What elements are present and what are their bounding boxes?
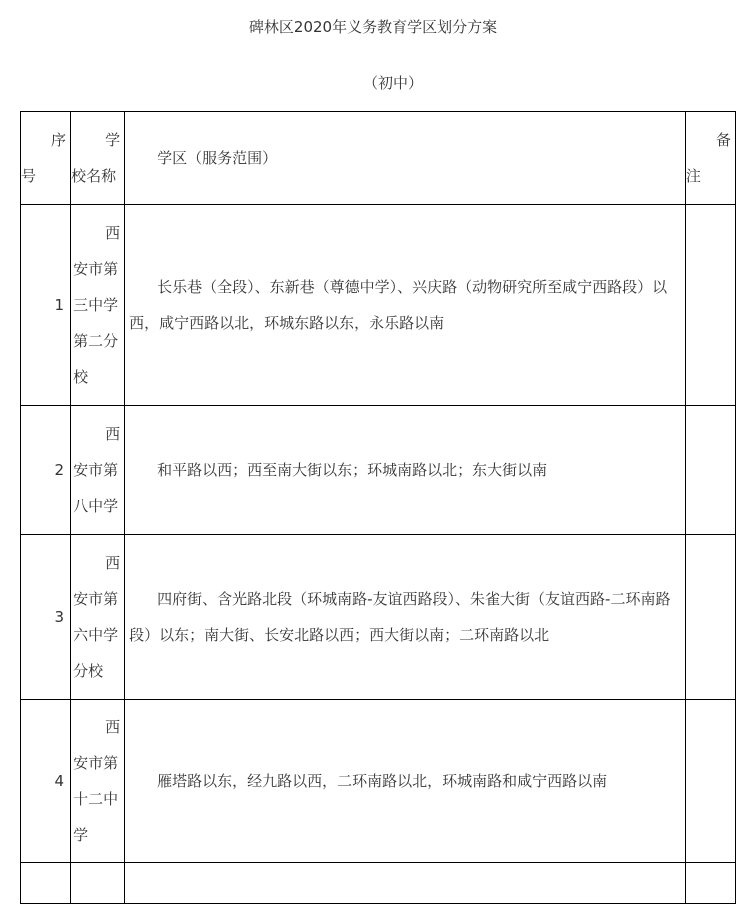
header-district: 学区（服务范围） (125, 112, 686, 205)
table-row (21, 535, 736, 700)
row-number: 1 (21, 205, 71, 406)
page-title: 碑林区2020年义务教育学区划分方案 (248, 18, 498, 36)
table-row (21, 406, 736, 535)
table-header-row (21, 112, 736, 205)
school-name: 西 安市第 十二中 学 (71, 700, 125, 863)
school-name: 西 安市第 六中学 分校 (71, 535, 125, 700)
row-number: 3 (21, 535, 71, 700)
school-name: 西 安市第 八中学 (71, 406, 125, 535)
row-note (685, 406, 735, 535)
page-subtitle: （初中） (362, 74, 423, 92)
table-row (21, 863, 736, 904)
row-note (685, 205, 735, 406)
row-note (685, 535, 735, 700)
school-name (71, 863, 125, 904)
table-row (21, 205, 736, 406)
row-number: 4 (21, 700, 71, 863)
header-school-name: 学 校名称 (71, 112, 125, 205)
table-row (21, 700, 736, 863)
district-scope: 雁塔路以东，经九路以西，二环南路以北，环城南路和咸宁西路以南 (125, 700, 686, 863)
row-number (21, 863, 71, 904)
district-scope: 和平路以西；西至南大街以东；环城南路以北；东大街以南 (125, 406, 686, 535)
school-name: 西 安市第 三中学 第二分 校 (71, 205, 125, 406)
row-note (685, 863, 735, 904)
district-table (20, 111, 736, 904)
header-number: 序 号 (21, 112, 71, 205)
district-scope: 四府街、含光路北段（环城南路-友谊西路段）、朱雀大街（友谊西路-二环南路段）以东；南大街、长安北路以西；西大街以南；二环南路以北 (125, 535, 686, 700)
row-number: 2 (21, 406, 71, 535)
row-note (685, 700, 735, 863)
header-note: 备 注 (685, 112, 735, 205)
district-scope: 长乐巷（全段）、东新巷（尊德中学）、兴庆路（动物研究所至咸宁西路段）以西，咸宁西路以北，环城东路以东，永乐路以南 (125, 205, 686, 406)
district-scope (125, 863, 686, 904)
